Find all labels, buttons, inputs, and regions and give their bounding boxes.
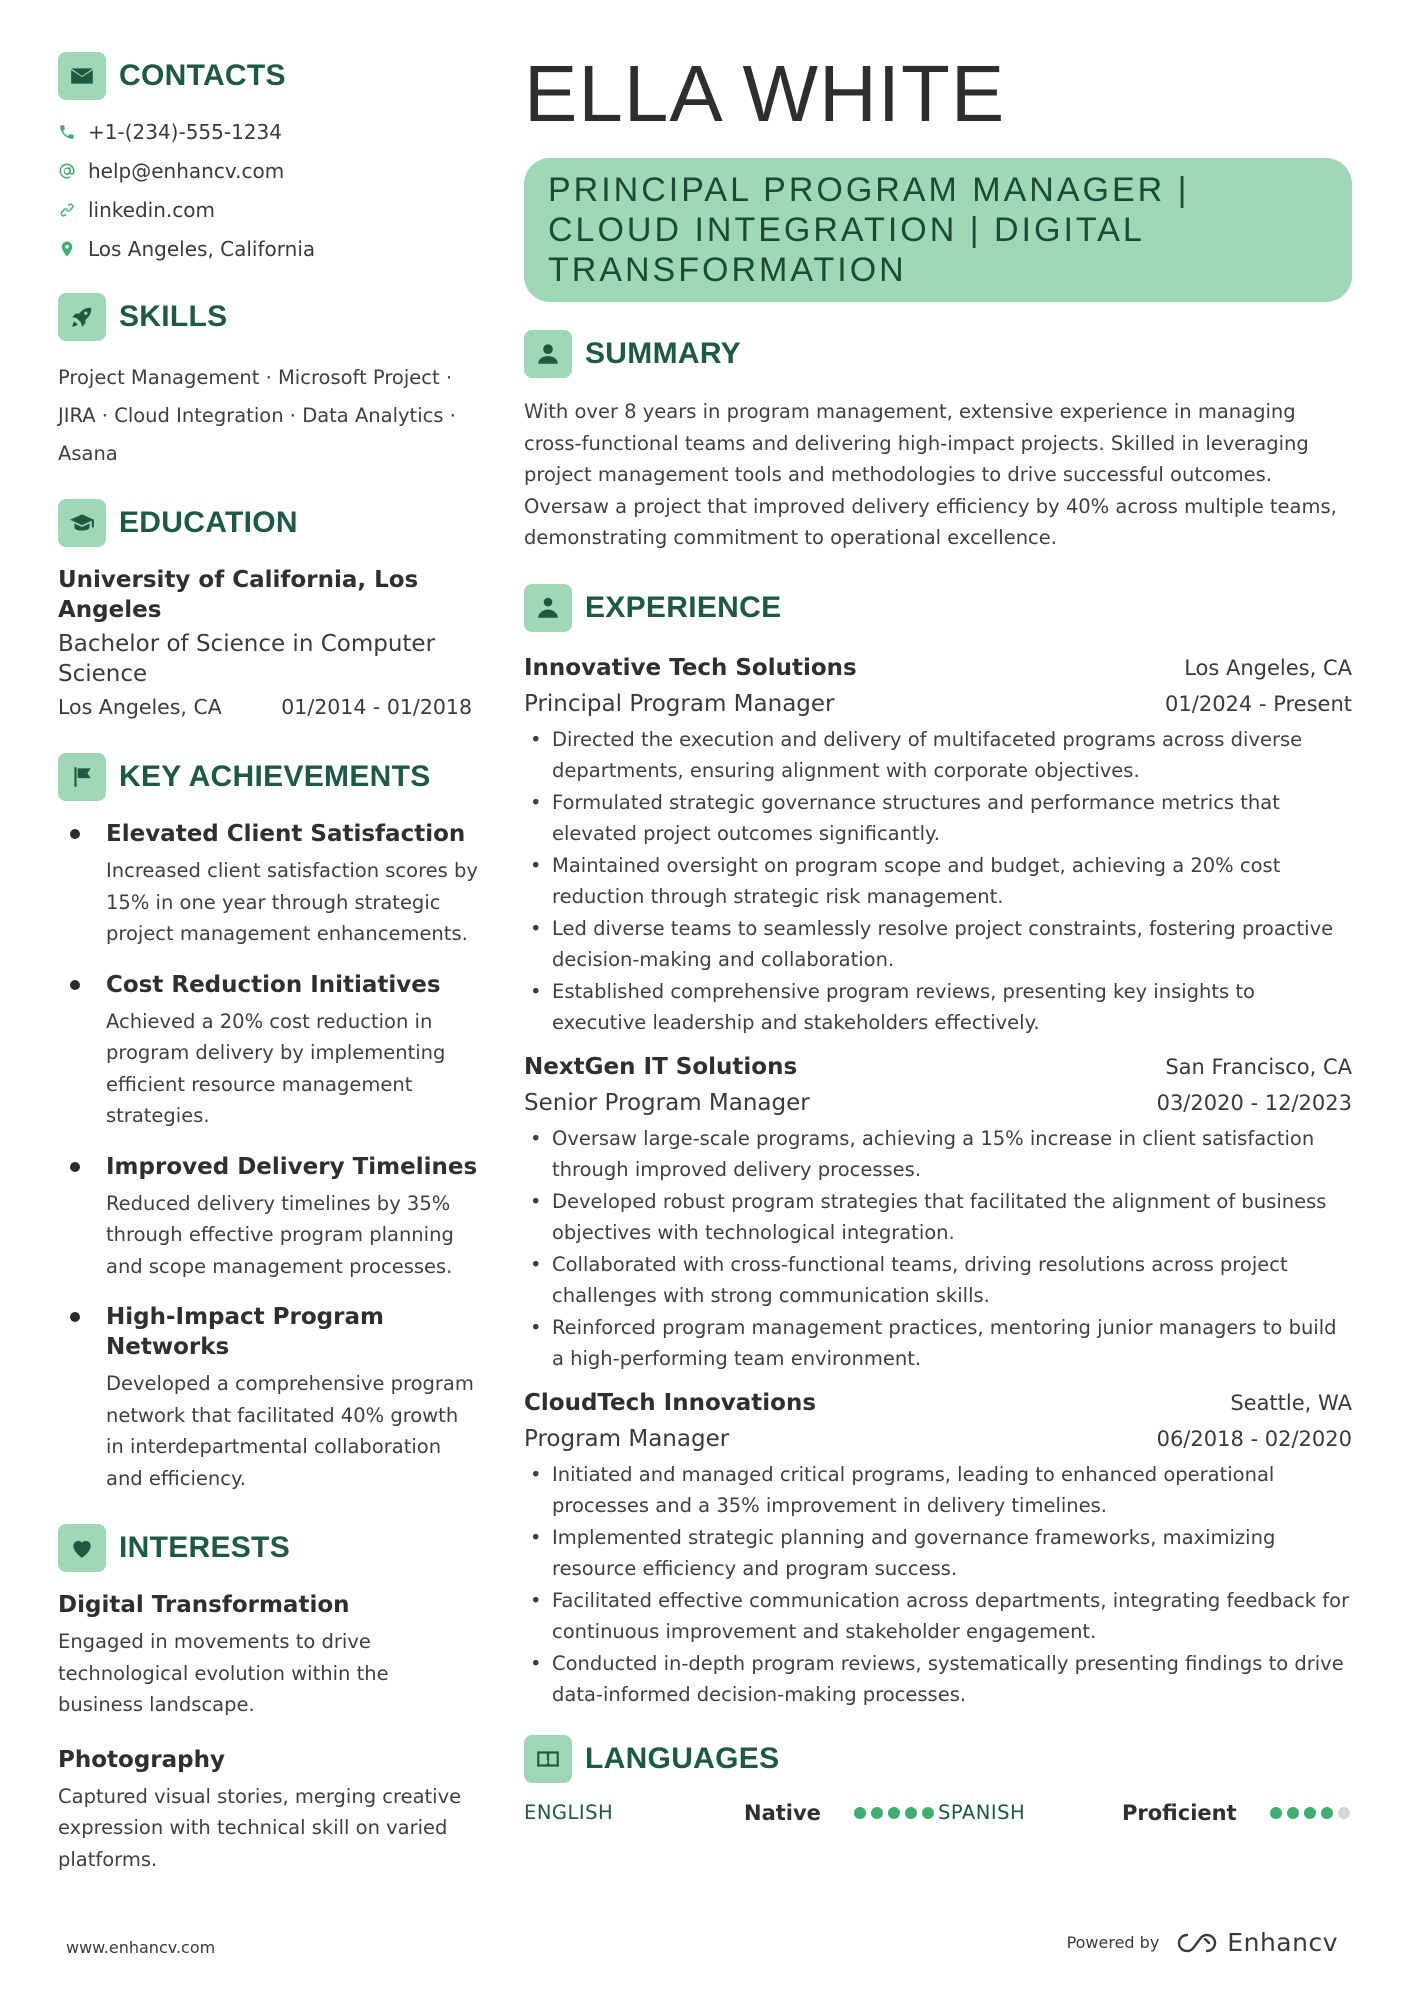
job-role: Program Manager xyxy=(524,1425,730,1452)
job-role-row xyxy=(524,686,1352,722)
experience-header xyxy=(524,584,1352,632)
contact-location xyxy=(58,235,478,263)
language-item xyxy=(938,1801,1352,1825)
rating-dot-filled xyxy=(922,1807,934,1819)
translate-icon xyxy=(524,1735,572,1783)
enhancv-logo-icon xyxy=(1175,1931,1219,1955)
job-entry xyxy=(524,1049,1352,1375)
job-bullets xyxy=(524,1123,1352,1375)
interests-header xyxy=(58,1524,478,1572)
job-location: Seattle, WA xyxy=(1230,1390,1352,1415)
location-text: Los Angeles, California xyxy=(88,237,316,261)
language-name: ENGLISH xyxy=(524,1801,614,1824)
bullet-dot xyxy=(70,980,80,990)
skill-item: Microsoft Project xyxy=(277,366,440,389)
achievement-desc: Reduced delivery timelines by 35% through effective program planning and scope management processes. xyxy=(106,1191,454,1278)
interest-title: Photography xyxy=(58,1746,225,1773)
skill-item: JIRA xyxy=(58,404,96,427)
interest-title: Digital Transformation xyxy=(58,1592,350,1618)
job-header-row xyxy=(524,1049,1352,1085)
link-icon xyxy=(58,201,76,219)
job-entry xyxy=(524,1385,1352,1711)
language-rating xyxy=(854,1807,934,1819)
achievements-header xyxy=(58,753,478,801)
rating-dot-filled xyxy=(905,1807,917,1819)
job-bullet: • Developed robust program strategies that facilitated the alignment of business objectives with technological integration. xyxy=(524,1186,1352,1249)
contact-linkedin xyxy=(58,196,478,224)
interests-title: INTERESTS xyxy=(119,1531,291,1564)
achievement-title: Improved Delivery Timelines xyxy=(106,1153,478,1180)
job-location: Los Angeles, CA xyxy=(1184,655,1352,680)
rating-dot-filled xyxy=(888,1807,900,1819)
achievement-desc: Increased client satisfaction scores by 15% in one year through strategic project management enhancements. xyxy=(106,859,478,945)
interest-desc: Engaged in movements to drive technological evolution within the business landscape. xyxy=(58,1630,389,1716)
achievement-item xyxy=(58,1152,478,1283)
bullet-dot xyxy=(70,1162,80,1172)
achievement-item xyxy=(58,970,478,1132)
brand-logo[interactable] xyxy=(1175,1928,1338,1957)
education-location: Los Angeles, CA xyxy=(58,695,222,719)
achievement-desc: Achieved a 20% cost reduction in program delivery by implementing efficient resource management strategies. xyxy=(106,1009,446,1127)
summary-title: SUMMARY xyxy=(585,337,741,370)
languages-row xyxy=(524,1801,1352,1825)
linkedin-text[interactable]: linkedin.com xyxy=(88,198,215,222)
phone-text[interactable]: +1-(234)-555-1234 xyxy=(88,120,282,144)
job-bullets xyxy=(524,1459,1352,1711)
achievements-title: KEY ACHIEVEMENTS xyxy=(119,760,431,793)
job-entry xyxy=(524,650,1352,1039)
experience-title: EXPERIENCE xyxy=(585,590,782,624)
job-company: Innovative Tech Solutions xyxy=(524,654,857,681)
contact-phone xyxy=(58,118,478,146)
phone-icon xyxy=(58,123,76,141)
language-item xyxy=(524,1801,938,1825)
job-bullet: • Initiated and managed critical programs, leading to enhanced operational processes and a 35% improvement in delivery timelines. xyxy=(524,1459,1352,1522)
job-bullet: • Facilitated effective communication across departments, integrating feedback for continuous improvement and stakeholder engagement. xyxy=(524,1585,1352,1648)
right-column xyxy=(524,49,1352,1825)
rating-dot-filled xyxy=(1304,1807,1316,1819)
summary-text: With over 8 years in program management, extensive experience in managing cross-functional teams and delivering high-impact projects. Skilled in leveraging project management tools and methodologies to drive successful outcomes. Oversaw a project that improved delivery efficiency by 40% across multiple teams, demonstrating commitment to operational excellence. xyxy=(524,400,1337,549)
language-name: SPANISH xyxy=(938,1801,1026,1824)
contact-email xyxy=(58,157,478,185)
businessperson-icon xyxy=(524,584,572,632)
title-banner xyxy=(524,158,1352,302)
rating-dot-filled xyxy=(854,1807,866,1819)
job-role: Senior Program Manager xyxy=(524,1089,810,1116)
job-header-row xyxy=(524,1385,1352,1421)
job-bullet: • Conducted in-depth program reviews, systematically presenting findings to drive data-informed decision-making processes. xyxy=(524,1648,1352,1711)
education-header xyxy=(58,499,478,547)
job-location: San Francisco, CA xyxy=(1165,1054,1352,1079)
education-title: EDUCATION xyxy=(119,506,298,539)
email-text[interactable]: help@enhancv.com xyxy=(88,159,285,183)
candidate-name: ELLA WHITE xyxy=(524,49,1006,138)
location-pin-icon xyxy=(58,240,76,258)
job-bullet: • Oversaw large-scale programs, achieving a 15% increase in client satisfaction through improved delivery processes. xyxy=(524,1123,1352,1186)
contacts-header xyxy=(58,52,478,100)
footer-website[interactable]: www.enhancv.com xyxy=(66,1938,216,1957)
rating-dot-filled xyxy=(1321,1807,1333,1819)
job-bullet: • Collaborated with cross-functional teams, driving resolutions across project challenges with strong communication skills. xyxy=(524,1249,1352,1312)
bullet-dot xyxy=(70,1312,80,1322)
language-level: Native xyxy=(744,1800,821,1825)
job-bullet: • Led diverse teams to seamlessly resolve project constraints, fostering proactive decision-making and collaboration. xyxy=(524,913,1352,976)
job-company: CloudTech Innovations xyxy=(524,1389,817,1416)
brand-name: Enhancv xyxy=(1227,1928,1338,1957)
left-column xyxy=(58,52,478,1899)
rocket-icon xyxy=(58,293,106,341)
job-company: NextGen IT Solutions xyxy=(524,1053,798,1080)
skills-title: SKILLS xyxy=(119,300,228,333)
achievement-item xyxy=(58,819,478,950)
footer-branding xyxy=(1067,1928,1338,1957)
job-dates: 03/2020 - 12/2023 xyxy=(1156,1090,1352,1115)
job-dates: 06/2018 - 02/2020 xyxy=(1156,1426,1352,1451)
rating-dot-empty xyxy=(1338,1807,1350,1819)
person-icon xyxy=(524,330,572,378)
job-bullet: • Reinforced program management practices, mentoring junior managers to build a high-performing team environment. xyxy=(524,1312,1352,1375)
job-bullet: • Established comprehensive program reviews, presenting key insights to executive leadership and stakeholders effectively. xyxy=(524,976,1352,1039)
job-role-row xyxy=(524,1421,1352,1457)
skills-header xyxy=(58,293,478,341)
job-bullet: • Formulated strategic governance structures and performance metrics that elevated project outcomes significantly. xyxy=(524,787,1352,850)
rating-dot-filled xyxy=(1270,1807,1282,1819)
interest-desc: Captured visual stories, merging creative expression with technical skill on varied platforms. xyxy=(58,1784,462,1871)
achievement-desc: Developed a comprehensive program network that facilitated 40% growth in interdepartmental collaboration and efficiency. xyxy=(106,1372,474,1490)
at-icon xyxy=(58,162,76,180)
envelope-icon xyxy=(58,52,106,100)
skill-item: Asana xyxy=(58,442,118,465)
job-role-row xyxy=(524,1085,1352,1121)
languages-title: LANGUAGES xyxy=(585,1741,780,1775)
skill-item: Cloud Integration xyxy=(114,404,284,427)
graduation-cap-icon xyxy=(58,499,106,547)
language-level: Proficient xyxy=(1122,1800,1237,1825)
job-bullet: • Directed the execution and delivery of multifaceted programs across diverse departments, ensuring alignment with corporate objectives. xyxy=(524,724,1352,787)
summary-header xyxy=(524,330,1352,378)
job-role: Principal Program Manager xyxy=(524,690,835,717)
skill-item: Project Management xyxy=(58,366,260,389)
education-dates: 01/2014 - 01/2018 xyxy=(281,695,472,719)
achievement-title: High-Impact Program Networks xyxy=(106,1304,384,1360)
language-rating xyxy=(1270,1807,1350,1819)
contacts-title: CONTACTS xyxy=(119,59,286,92)
rating-dot-filled xyxy=(871,1807,883,1819)
achievement-item xyxy=(58,1302,478,1494)
powered-by-text: Powered by xyxy=(1066,1933,1160,1952)
candidate-title: PRINCIPAL PROGRAM MANAGER | CLOUD INTEGRATION | DIGITAL TRANSFORMATION xyxy=(548,171,1190,289)
job-bullets xyxy=(524,724,1352,1039)
job-dates: 01/2024 - Present xyxy=(1165,691,1352,716)
job-bullet: • Implemented strategic planning and governance frameworks, maximizing resource efficiency and program success. xyxy=(524,1522,1352,1585)
job-bullet: • Maintained oversight on program scope and budget, achieving a 20% cost reduction through strategic risk management. xyxy=(524,850,1352,913)
heart-icon xyxy=(58,1524,106,1572)
achievement-title: Cost Reduction Initiatives xyxy=(106,971,441,998)
job-header-row xyxy=(524,650,1352,686)
skills-list: Project Management · Microsoft Project · JIRA · Cloud Integration · Data Analytics · Asana xyxy=(58,366,456,465)
languages-header xyxy=(524,1735,1352,1783)
education-meta xyxy=(58,695,478,719)
education-school: University of California, Los Angeles xyxy=(58,567,419,623)
rating-dot-filled xyxy=(1287,1807,1299,1819)
bullet-dot xyxy=(70,829,80,839)
flag-icon xyxy=(58,753,106,801)
education-degree: Bachelor of Science in Computer Science xyxy=(58,631,436,687)
skill-item: Data Analytics xyxy=(302,404,444,427)
achievement-title: Elevated Client Satisfaction xyxy=(106,821,466,847)
